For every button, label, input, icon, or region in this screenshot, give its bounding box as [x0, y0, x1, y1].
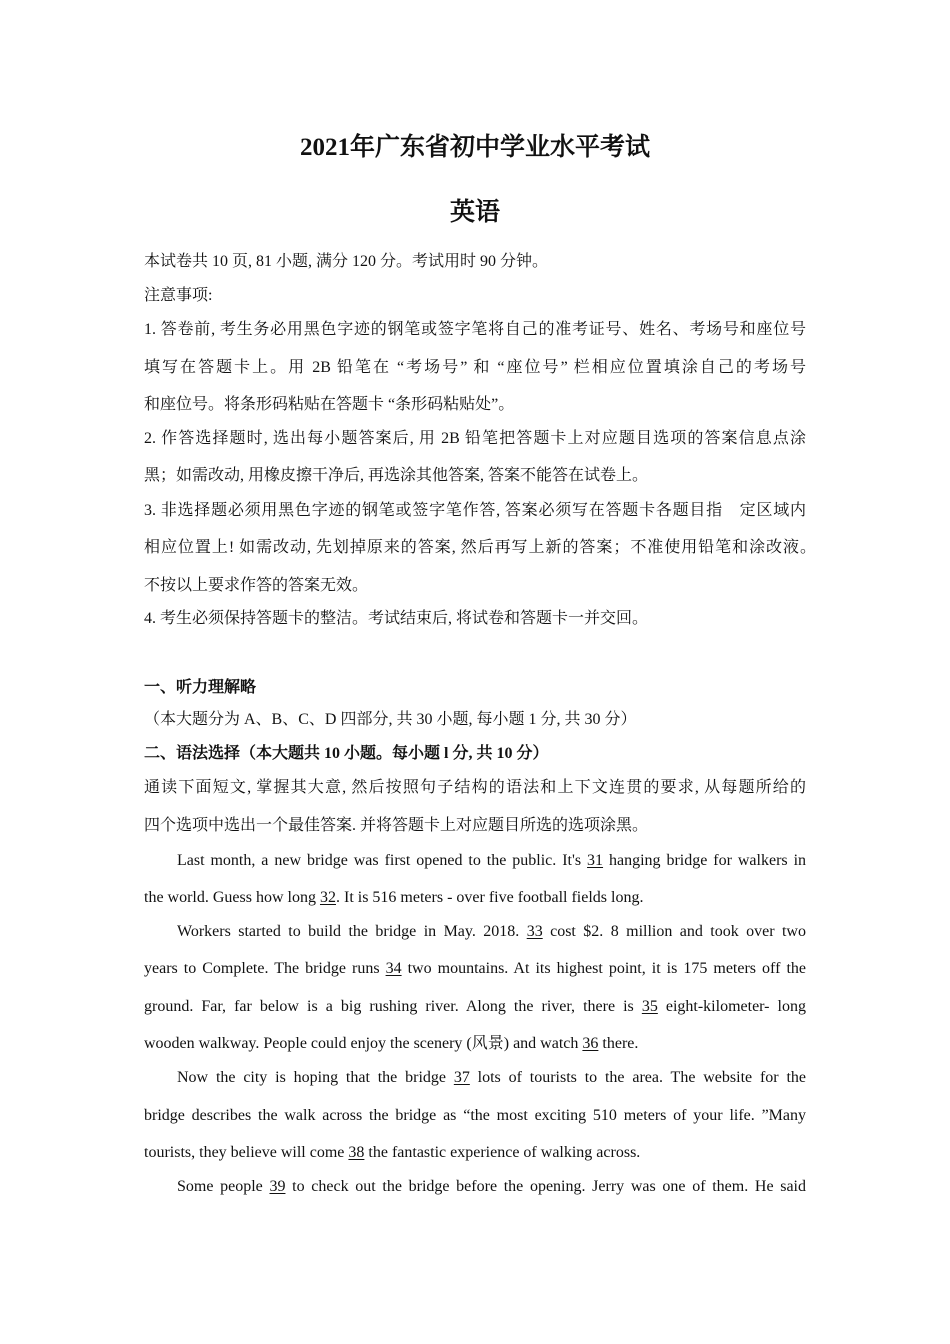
passage-text: eight-kilometer- long: [657, 998, 806, 1015]
blank-38: 38: [348, 1144, 365, 1161]
passage-text: ground. Far, far below is a big rushing river. Along the river, there is: [144, 998, 642, 1015]
instruction-2-line-1: 2. 作答选择题时, 选出每小题答案后, 用 2B 铅笔把答题卡上对应题目选项的答案信息点涂: [144, 430, 806, 447]
passage-text: lots of tourists to the area. The website for the: [469, 1069, 806, 1086]
instruction-3-line-2: 相应位置上! 如需改动, 先划掉原来的答案, 然后再写上新的答案；不准使用铅笔和涂改液。: [144, 539, 816, 556]
instruction-3-line-3: 不按以上要求作答的答案无效。: [144, 577, 369, 594]
blank-34: 34: [385, 960, 402, 977]
passage-text: years to Complete. The bridge runs: [144, 960, 386, 977]
notice-label: 注意事项:: [144, 287, 213, 304]
passage-text: Workers started to build the bridge in May. 2018.: [177, 923, 527, 940]
passage-line: [144, 996, 806, 1018]
passage-text: wooden walkway. People could enjoy the scenery (风景) and watch: [144, 1035, 583, 1052]
passage-text: to check out the bridge before the opening. Jerry was one of them. He said: [285, 1178, 807, 1195]
passage-text: the world. Guess how long: [144, 889, 320, 906]
instruction-1-line-1: 1. 答卷前, 考生务必用黑色字迹的钢笔或签字笔将自己的准考证号、姓名、考场号和座位号: [144, 321, 806, 338]
blank-35: 35: [641, 998, 658, 1015]
passage-line: [177, 1067, 806, 1089]
passage-text: Some people: [177, 1178, 270, 1195]
passage-line: [144, 1142, 640, 1164]
passage-text: two mountains. At its highest point, it is 175 meters off the: [401, 960, 806, 977]
passage-text: tourists, they believe will come: [144, 1144, 349, 1161]
blank-31: 31: [587, 852, 604, 869]
instruction-2-line-2: 黑；如需改动, 用橡皮擦干净后, 再选涂其他答案, 答案不能答在试卷上。: [144, 467, 649, 484]
intro-line: 本试卷共 10 页, 81 小题, 满分 120 分。考试用时 90 分钟。: [144, 253, 549, 270]
section-1-heading: 一、听力理解略: [144, 679, 257, 696]
passage-text: Last month, a new bridge was first opened to the public. It's: [177, 852, 588, 869]
passage-line: [177, 1176, 806, 1198]
blank-36: 36: [582, 1035, 599, 1052]
blank-32: 32: [319, 889, 336, 906]
passage-line: [144, 958, 806, 980]
section-2-direction-line-2: 四个选项中选出一个最佳答案. 并将答题卡上对应题目所选的选项涂黑。: [144, 817, 649, 834]
passage-text: Now the city is hoping that the bridge: [177, 1069, 454, 1086]
passage-text: . It is 516 meters - over five football fields long.: [335, 889, 644, 906]
passage-line: [177, 850, 806, 872]
exam-title: 2021年广东省初中学业水平考试: [299, 134, 650, 161]
subject-title: 英语: [449, 199, 500, 226]
passage-text: there.: [598, 1035, 639, 1052]
section-2-heading: 二、语法选择（本大题共 10 小题。每小题 l 分, 共 10 分）: [144, 745, 549, 762]
instruction-1-line-2: 填写在答题卡上。用 2B 铅笔在 “考场号” 和 “座位号” 栏相应位置填涂自己的考场号: [144, 359, 806, 376]
passage-line: bridge describes the walk across the bridge as “the most exciting 510 meters of your life. ”Many: [144, 1107, 806, 1124]
passage-line: [144, 1033, 638, 1055]
blank-39: 39: [269, 1178, 286, 1195]
passage-line: [177, 921, 806, 943]
passage-text: cost $2. 8 million and took over two: [542, 923, 806, 940]
instruction-4: 4. 考生必须保持答题卡的整洁。考试结束后, 将试卷和答题卡一并交回。: [144, 610, 649, 627]
section-2-direction-line-1: 通读下面短文, 掌握其大意, 然后按照句子结构的语法和上下文连贯的要求, 从每题所给的: [144, 779, 806, 796]
instruction-1-line-3: 和座位号。将条形码粘贴在答题卡 “条形码粘贴处”。: [144, 396, 515, 413]
passage-text: the fantastic experience of walking across.: [364, 1144, 641, 1161]
instruction-3-line-1: 3. 非选择题必须用黑色字迹的钢笔或签字笔作答, 答案必须写在答题卡各题目指 定区域内: [144, 502, 806, 519]
blank-33: 33: [526, 923, 543, 940]
passage-text: hanging bridge for walkers in: [603, 852, 807, 869]
passage-line: [144, 887, 643, 909]
section-1-note: （本大题分为 A、B、C、D 四部分, 共 30 小题, 每小题 1 分, 共 30 分）: [144, 711, 637, 728]
blank-37: 37: [453, 1069, 470, 1086]
